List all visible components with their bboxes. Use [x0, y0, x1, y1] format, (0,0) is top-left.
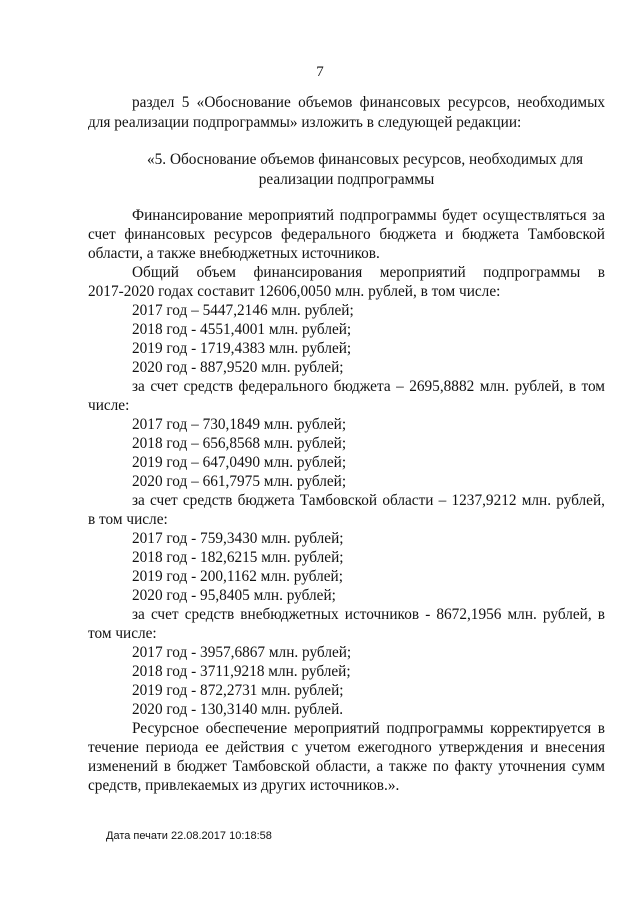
year-amount: 2019 год - 200,1162 млн. рублей;	[132, 568, 343, 585]
paragraph-line: средств, привлекаемых из других источников.».	[88, 777, 400, 794]
year-amount: 2018 год - 3711,9218 млн. рублей;	[132, 663, 351, 680]
paragraph-line: в том числе:	[88, 511, 168, 528]
paragraph-line: за счет средств федерального бюджета – 2695,8882 млн. рублей, в том	[132, 378, 605, 395]
paragraph-line: счет финансовых ресурсов федерального бюджета и бюджета Тамбовской	[88, 226, 605, 243]
print-date-footer: Дата печати 22.08.2017 10:18:58	[106, 830, 272, 842]
year-amount: 2020 год - 95,8405 млн. рублей;	[132, 587, 336, 604]
paragraph-line: изменений в бюджет Тамбовской области, а также по факту уточнения сумм	[88, 758, 605, 775]
paragraph-line: течение периода ее действия с учетом ежегодного утверждения и внесения	[88, 739, 605, 756]
year-amount: 2017 год – 730,1849 млн. рублей;	[132, 416, 347, 433]
paragraph-line: том числе:	[88, 625, 157, 642]
year-amount: 2017 год - 759,3430 млн. рублей;	[132, 530, 344, 547]
paragraph-line: Общий объем финансирования мероприятий подпрограммы в	[132, 264, 605, 281]
year-amount: 2019 год - 1719,4383 млн. рублей;	[132, 340, 352, 357]
page-number: 7	[316, 64, 324, 80]
paragraph-line: области, а также внебюджетных источников.	[88, 245, 380, 262]
paragraph-line: 2017-2020 годах составит 12606,0050 млн. рублей, в том числе:	[88, 283, 501, 300]
year-amount: 2018 год - 4551,4001 млн. рублей;	[132, 321, 352, 338]
year-amount: 2019 год – 647,0490 млн. рублей;	[132, 454, 347, 471]
paragraph-line: Ресурсное обеспечение мероприятий подпрограммы корректируется в	[132, 720, 605, 737]
paragraph-line: за счет средств внебюджетных источников - 8672,1956 млн. рублей, в	[132, 606, 605, 623]
intro-line: раздел 5 «Обоснование объемов финансовых ресурсов, необходимых	[132, 94, 605, 111]
intro-line: для реализации подпрограммы» изложить в следующей редакции:	[88, 114, 522, 131]
paragraph-line: числе:	[88, 397, 130, 414]
year-amount: 2020 год - 887,9520 млн. рублей;	[132, 359, 344, 376]
section-heading-line: «5. Обоснование объемов финансовых ресурсов, необходимых для	[147, 151, 583, 168]
year-amount: 2020 год – 661,7975 млн. рублей;	[132, 473, 347, 490]
year-amount: 2018 год - 182,6215 млн. рублей;	[132, 549, 344, 566]
year-amount: 2017 год – 5447,2146 млн. рублей;	[132, 302, 354, 319]
section-heading-line: реализации подпрограммы	[258, 171, 435, 188]
paragraph-line: Финансирование мероприятий подпрограммы будет осуществляться за	[132, 207, 605, 224]
year-amount: 2018 год – 656,8568 млн. рублей;	[132, 435, 347, 452]
year-amount: 2020 год - 130,3140 млн. рублей.	[132, 701, 344, 718]
paragraph-line: за счет средств бюджета Тамбовской области – 1237,9212 млн. рублей,	[132, 492, 605, 509]
year-amount: 2017 год - 3957,6867 млн. рублей;	[132, 644, 352, 661]
year-amount: 2019 год - 872,2731 млн. рублей;	[132, 682, 344, 699]
